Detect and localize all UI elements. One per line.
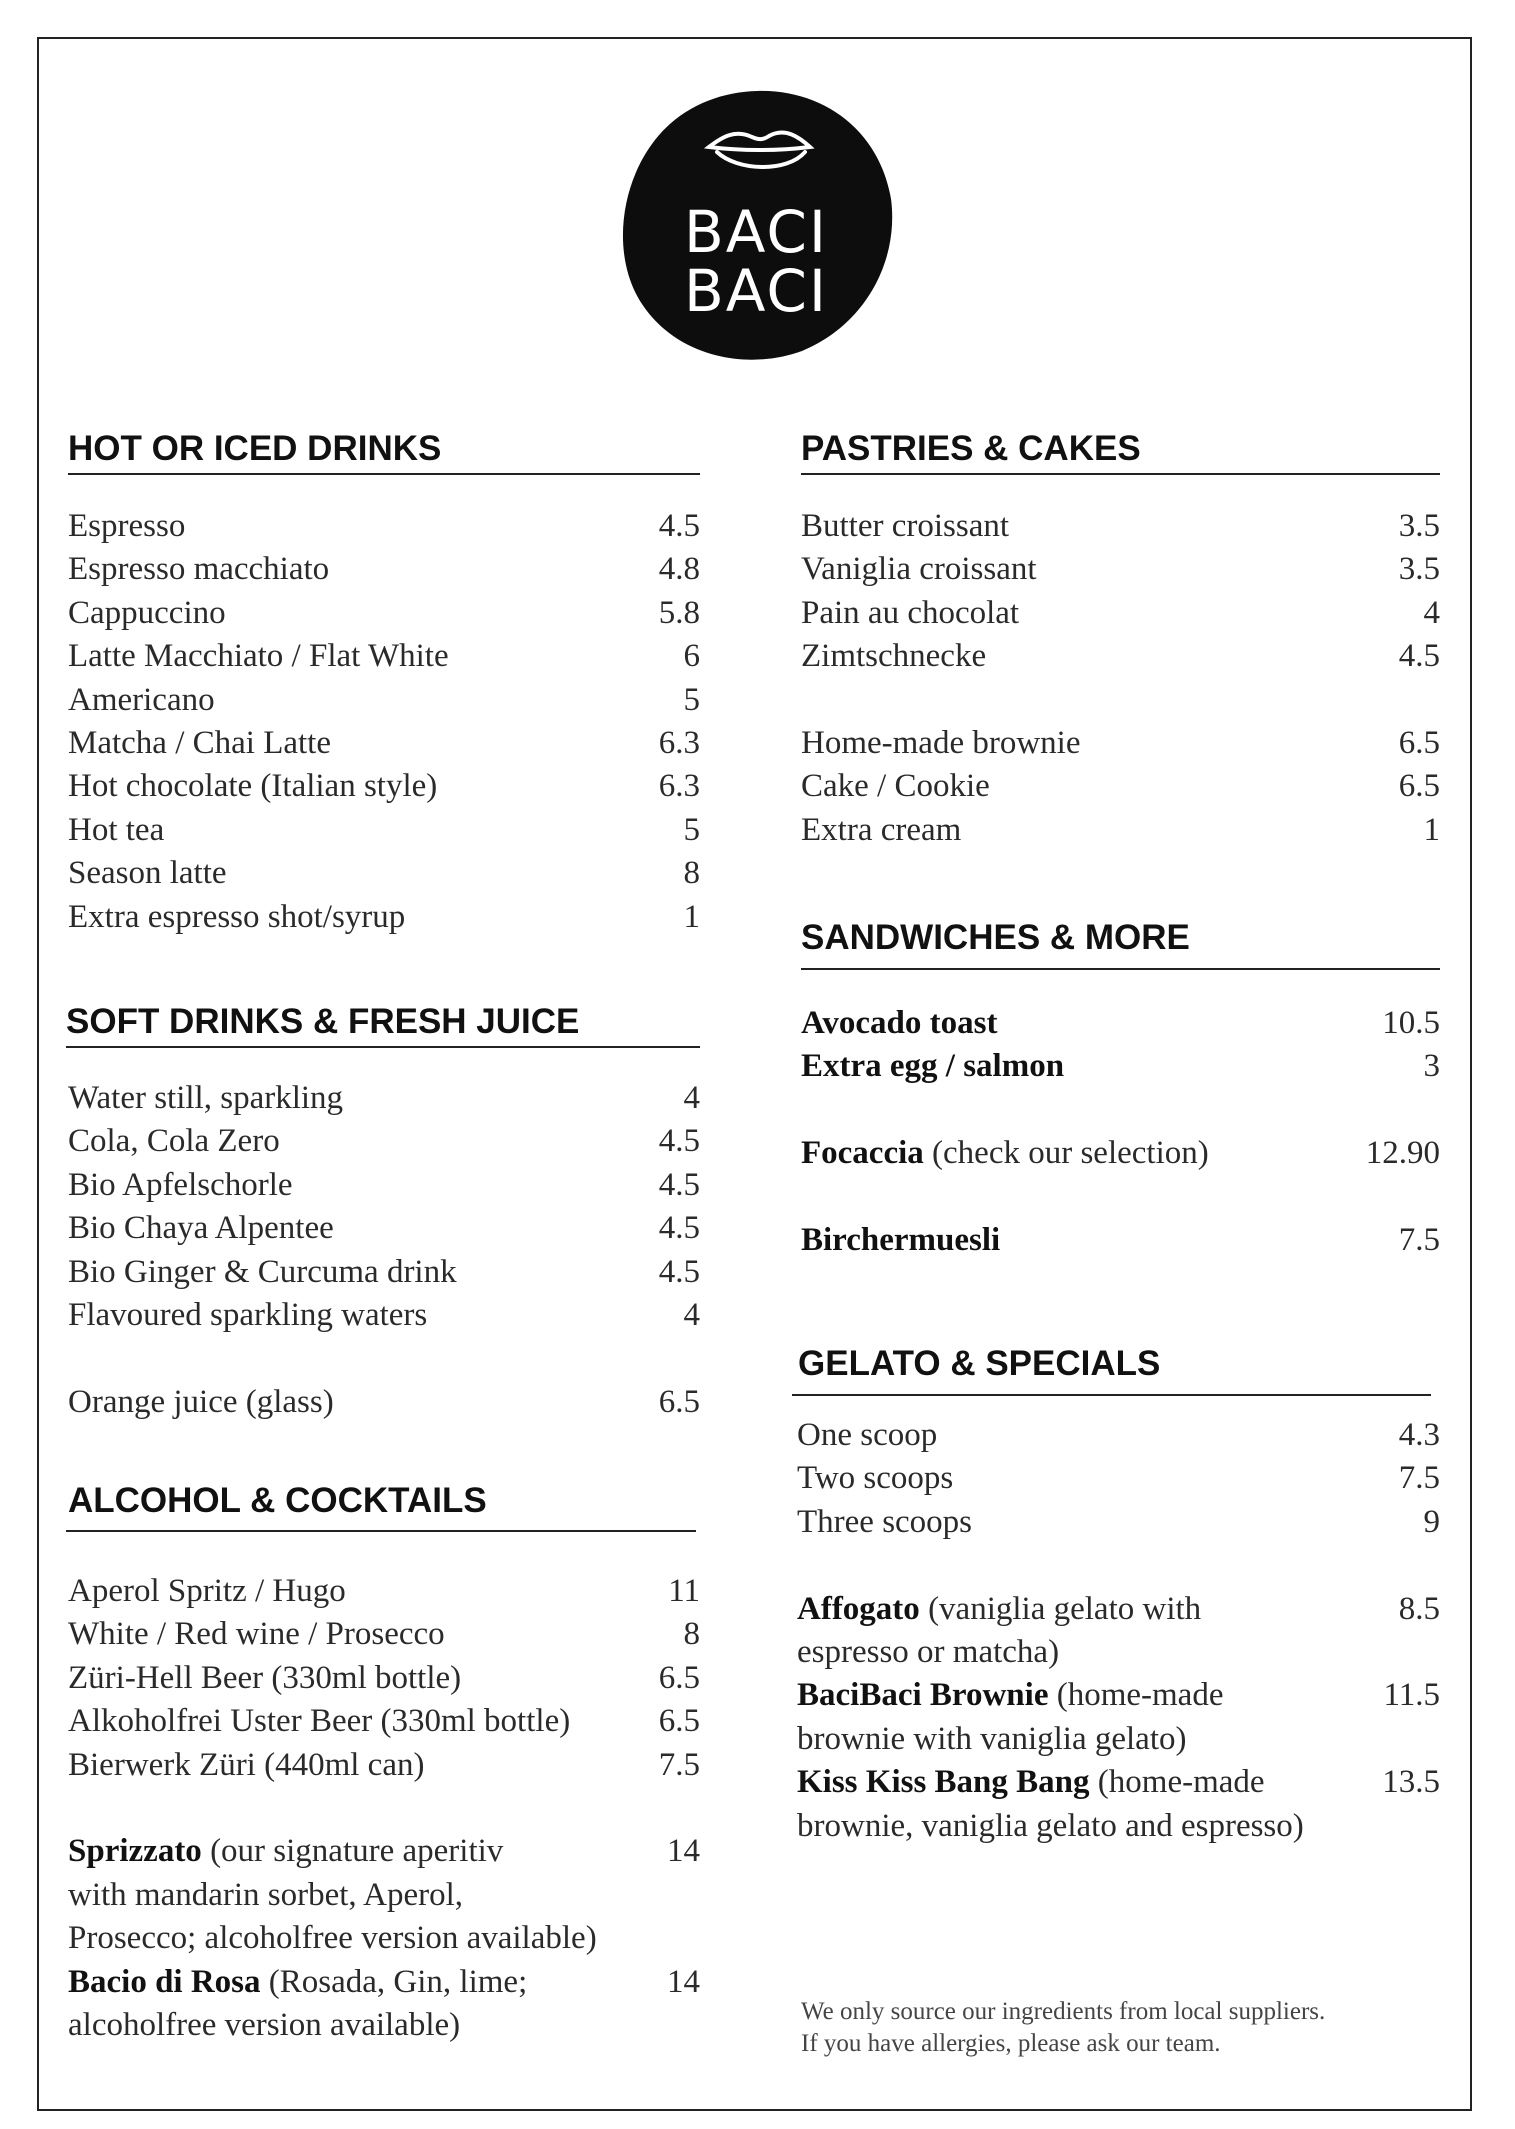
item-name: Americano [68,681,215,718]
item-description-line [797,1718,1440,1761]
item-name: Avocado toast [801,1005,998,1041]
menu-item [801,1132,1440,1175]
sandwiches-list [801,1002,1440,1262]
menu-item [68,1207,700,1250]
menu-item [68,1700,700,1743]
divider [66,1046,700,1048]
item-name: Pain au chocolat [801,594,1020,631]
menu-item [68,1381,700,1424]
item-price: 3.5 [1398,508,1440,544]
baci-baci-logo [617,89,895,363]
heading-alcohol: ALCOHOL & COCKTAILS [68,1481,487,1520]
item-description-line [68,1874,700,1917]
menu-group [797,1588,1440,1848]
menu-item [68,896,700,939]
menu-item [68,722,700,765]
item-name: Cappuccino [68,594,226,631]
item-name: Water still, sparkling [68,1080,344,1116]
menu-group [801,1219,1440,1262]
item-name: White / Red wine / Prosecco [68,1616,445,1653]
item-price: 6 [683,638,700,675]
item-name: Matcha / Chai Latte [68,725,331,762]
item-name: Extra egg / salmon [801,1048,1065,1085]
item-price: 3 [1423,1048,1440,1085]
menu-item [68,852,700,895]
item-name: Home-made brownie [801,725,1081,762]
menu-item [801,809,1440,852]
item-description-line [68,1917,700,1960]
item-name: Hot chocolate (Italian style) [68,768,438,805]
item-name: Zimtschnecke [801,638,987,675]
menu-item [68,592,700,635]
item-description-line [801,1002,1440,1045]
menu-group [801,722,1440,852]
item-price: 7.5 [1398,1460,1440,1497]
item-price: 1 [1423,811,1440,848]
item-description: brownie with vaniglia gelato) [797,1720,1187,1757]
item-price: 13.5 [1382,1764,1440,1801]
item-price: 11.5 [1383,1677,1440,1714]
item-description-line [801,1132,1440,1175]
menu-item [801,1002,1440,1045]
item-price: 4.5 [1398,638,1440,675]
item-name: Extra espresso shot/syrup [68,898,406,935]
hot-drinks-list [68,505,700,939]
item-price: 12.90 [1365,1135,1440,1172]
item-name: Bierwerk Züri (440ml can) [68,1746,425,1783]
item-name: Birchermuesli [801,1222,1001,1258]
menu-item [801,765,1440,808]
item-name: Sprizzato [68,1833,202,1870]
item-name: Focaccia [801,1135,924,1172]
item-description: brownie, vaniglia gelato and espresso) [797,1807,1304,1844]
divider [68,473,700,475]
menu-group [801,1132,1440,1175]
menu-group [68,505,700,939]
item-price: 14 [667,1963,700,2000]
item-name: Espresso macchiato [68,551,330,588]
item-name: Butter croissant [801,508,1010,544]
menu-item [68,1120,700,1163]
menu-item [68,809,700,852]
logo-text-line1: BACI [683,198,829,266]
menu-group [68,1830,700,2047]
item-name: Season latte [68,855,227,892]
menu-group [68,1077,700,1337]
item-price: 6.5 [658,1659,700,1696]
menu-item [797,1501,1440,1544]
item-description-line [801,1045,1440,1088]
heading-gelato: GELATO & SPECIALS [798,1344,1161,1383]
item-name: One scoop [797,1417,938,1453]
menu-group [68,1570,700,1787]
item-name: Aperol Spritz / Hugo [68,1573,346,1609]
menu-item [68,1657,700,1700]
divider [66,1530,696,1532]
item-price: 5 [683,811,700,848]
item-name: Bio Ginger & Curcuma drink [68,1253,457,1290]
item-price: 6.5 [658,1383,700,1420]
menu-item [801,722,1440,765]
item-name: BaciBaci Brownie [797,1677,1049,1714]
item-price: 5.8 [658,594,700,631]
menu-group [797,1414,1440,1544]
footer-line2: If you have allergies, please ask our team. [801,2030,1221,2057]
menu-item [68,679,700,722]
item-price: 6.3 [658,725,700,762]
heading-sandwiches: SANDWICHES & MORE [801,918,1190,957]
menu-item [68,1961,700,2048]
footer-line1: We only source our ingredients from local suppliers. [801,1998,1326,2025]
pastries-list [801,505,1440,852]
item-name: Bacio di Rosa [68,1963,261,2000]
divider [801,473,1440,475]
item-description: Prosecco; alcoholfree version available) [68,1920,597,1957]
menu-group [68,1381,700,1424]
item-description: (our signature aperitiv [201,1833,504,1870]
item-description-line [801,1219,1440,1262]
item-price: 1 [683,898,700,935]
item-name: Affogato [797,1590,920,1627]
item-price: 6.5 [1398,725,1440,762]
heading-pastries: PASTRIES & CAKES [801,429,1141,468]
item-name: Two scoops [797,1460,954,1497]
item-description-line [797,1674,1440,1717]
item-description: (home-made [1089,1764,1265,1801]
item-description: with mandarin sorbet, Aperol, [68,1876,464,1913]
menu-item [801,635,1440,678]
menu-item [68,1570,700,1613]
menu-item [68,505,700,548]
divider [792,1394,1431,1396]
item-name: Three scoops [797,1503,973,1540]
footer-note [801,1996,1325,2060]
item-name: Bio Apfelschorle [68,1166,293,1203]
heading-soft-drinks: SOFT DRINKS & FRESH JUICE [66,1002,580,1041]
item-name: Hot tea [68,811,165,848]
soft-drinks-list [68,1077,700,1424]
item-price: 5 [683,681,700,718]
menu-item [68,1251,700,1294]
item-name: Bio Chaya Alpentee [68,1210,334,1247]
menu-item [68,1744,700,1787]
menu-item [801,1219,1440,1262]
item-price: 14 [667,1833,700,1870]
item-description: (check our selection) [923,1135,1209,1172]
menu-item [68,1077,700,1120]
alcohol-list [68,1570,700,2047]
item-price: 4.3 [1398,1417,1440,1453]
menu-item [68,1830,700,1960]
item-name: Vaniglia croissant [801,551,1037,588]
logo-text-line2: BACI [683,257,829,325]
item-price: 10.5 [1382,1005,1440,1041]
gelato-list [797,1414,1440,1848]
item-name: Orange juice (glass) [68,1383,334,1420]
menu-item [801,505,1440,548]
menu-item [797,1588,1440,1675]
item-name: Espresso [68,508,186,544]
item-name: Züri-Hell Beer (330ml bottle) [68,1659,462,1696]
menu-item [801,592,1440,635]
item-price: 11 [668,1573,700,1609]
menu-item [68,1164,700,1207]
menu-group [801,505,1440,679]
item-price: 4.5 [658,508,700,544]
item-price: 6.3 [658,768,700,805]
menu-item [797,1761,1440,1848]
menu-item [68,1294,700,1337]
item-name: Cake / Cookie [801,768,990,805]
item-price: 6.5 [658,1703,700,1740]
item-price: 8 [683,855,700,892]
menu-item [801,548,1440,591]
item-description-line [797,1805,1440,1848]
menu-item [68,548,700,591]
item-name: Latte Macchiato / Flat White [68,638,449,675]
item-price: 7.5 [1398,1222,1440,1258]
item-price: 7.5 [658,1746,700,1783]
menu-item [801,1045,1440,1088]
item-price: 4.8 [658,551,700,588]
item-price: 4 [683,1297,700,1334]
item-description-line [797,1588,1440,1631]
menu-item [68,1613,700,1656]
item-description: espresso or matcha) [797,1634,1060,1671]
item-description-line [797,1631,1440,1674]
item-price: 4.5 [658,1123,700,1160]
item-description: (home-made [1048,1677,1224,1714]
item-price: 8 [683,1616,700,1653]
item-name: Kiss Kiss Bang Bang [797,1764,1090,1801]
item-name: Alkoholfrei Uster Beer (330ml bottle) [68,1703,571,1740]
item-price: 4.5 [658,1253,700,1290]
item-description-line [68,2004,700,2047]
item-price: 3.5 [1398,551,1440,588]
item-description-line [68,1961,700,2004]
heading-hot-drinks: HOT OR ICED DRINKS [68,429,442,468]
item-price: 6.5 [1398,768,1440,805]
divider [801,968,1440,970]
item-price: 4 [683,1080,700,1116]
item-description-line [68,1830,700,1873]
item-description-line [797,1761,1440,1804]
item-price: 4 [1423,594,1440,631]
item-description: alcoholfree version available) [68,2007,461,2044]
item-description: (Rosada, Gin, lime; [260,1963,528,2000]
item-name: Extra cream [801,811,962,848]
item-name: Cola, Cola Zero [68,1123,280,1160]
menu-item [68,765,700,808]
item-price: 4.5 [658,1210,700,1247]
item-price: 8.5 [1398,1590,1440,1627]
item-price: 4.5 [658,1166,700,1203]
menu-item [68,635,700,678]
item-price: 9 [1423,1503,1440,1540]
menu-group [801,1002,1440,1089]
menu-item [797,1414,1440,1457]
item-description: (vaniglia gelato with [919,1590,1202,1627]
item-name: Flavoured sparkling waters [68,1297,428,1334]
menu-item [797,1457,1440,1500]
menu-item [797,1674,1440,1761]
